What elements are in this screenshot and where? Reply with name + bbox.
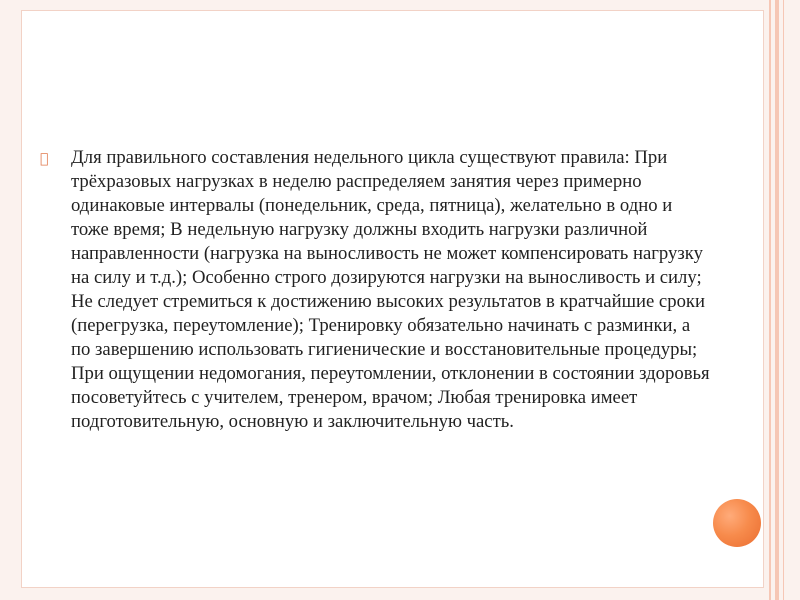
decorative-stripe	[769, 0, 771, 600]
decorative-stripe	[783, 0, 784, 600]
bullet-text: Для правильного составления недельного цикла существуют правила: При трёхразовых нагрузках в неделю распределяем занятия через примерно одинаковые интервалы (понедельник, среда, пятница), желательно в одно и тоже время; В недельную нагрузку должны входить нагрузки различной направленности (нагрузка на выносливость не может компенсировать нагрузку на силу и т.д.); Особенно строго дозируются нагрузки на выносливость и силу; Не следует стремиться к достижению высоких результатов в кратчайшие сроки (перегрузка, переутомление); Тренировку обязательно начинать с разминки, а по завершению использовать гигиенические и восстановительные процедуры; При ощущении недомогания, переутомлении, отклонении в состоянии здоровья посоветуйтесь с учителем, тренером, врачом; Любая тренировка имеет подготовительную, основную и заключительную часть.	[71, 147, 710, 432]
bullet-mark-icon	[40, 150, 58, 168]
decorative-stripe	[775, 0, 779, 600]
accent-circle-icon	[713, 499, 761, 547]
